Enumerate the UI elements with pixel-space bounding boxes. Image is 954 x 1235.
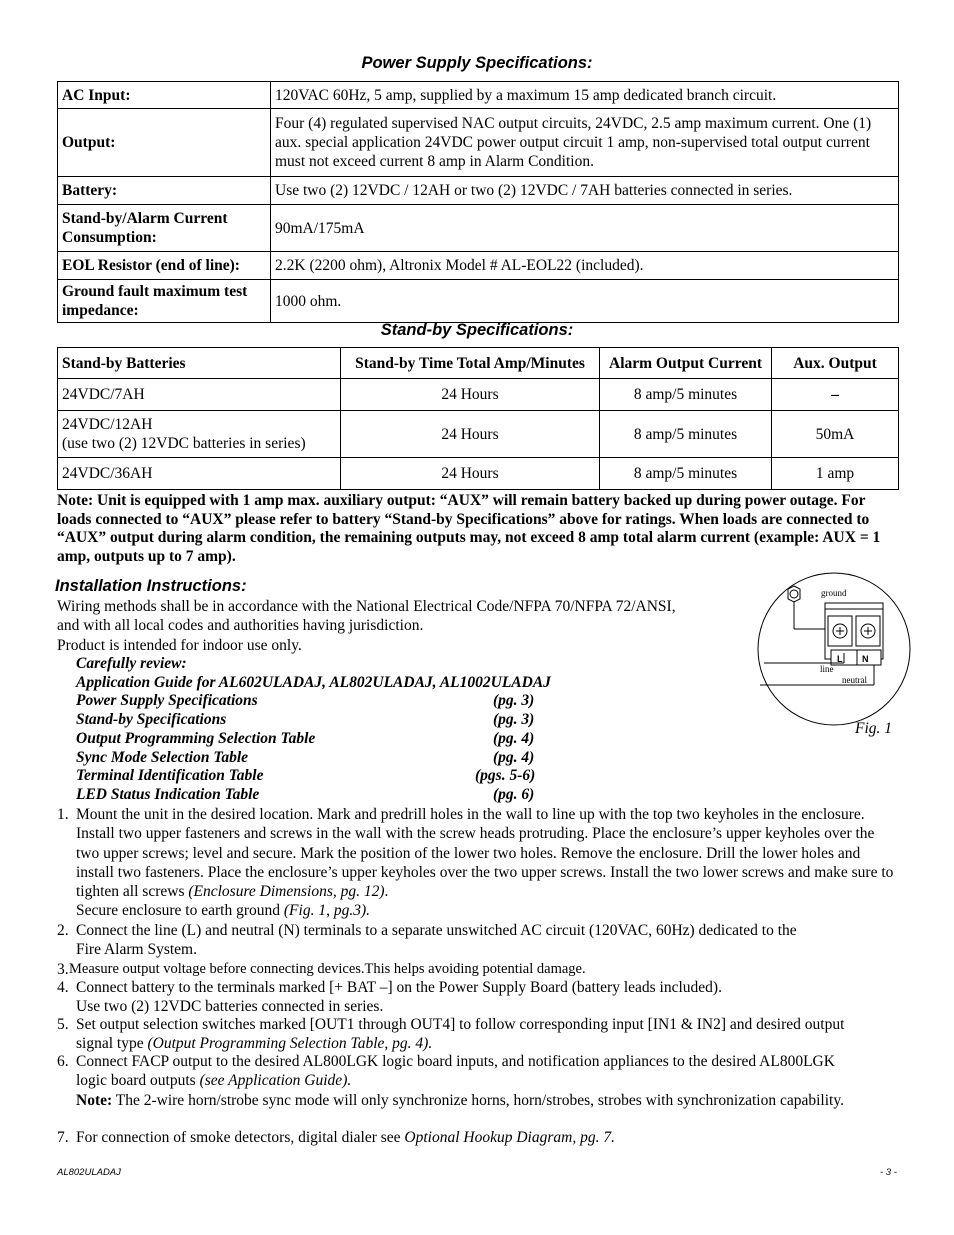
review-page: (pg. 6) (493, 786, 535, 803)
line-label: line (820, 664, 834, 674)
time-cell: 24 Hours (341, 411, 600, 458)
step-text (76, 1128, 897, 1147)
step-3-text: Measure output voltage before connecting devices.This helps avoiding potential damage. (69, 961, 586, 977)
column-header: Alarm Output Current (600, 348, 772, 379)
table-row (58, 82, 899, 109)
review-item: Terminal Identification Table (76, 767, 264, 784)
step-1-fig-ref: (Fig. 1, pg.3). (283, 902, 370, 920)
table-row (58, 411, 899, 458)
step-4-text: Connect battery to the terminals marked [+ BAT –] on the Power Supply Board (battery leads included). (76, 979, 722, 996)
step-number: 4. (57, 979, 69, 996)
spec-value: 90mA/175mA (271, 205, 899, 252)
alarm-cell: 8 amp/5 minutes (600, 379, 772, 411)
time-cell: 24 Hours (341, 458, 600, 490)
step-5-ref: (Output Programming Selection Table, pg. 4). (147, 1035, 433, 1053)
footer-model: AL802ULADAJ (57, 1167, 121, 1178)
spec-value: 1000 ohm. (271, 280, 899, 323)
table-row (58, 280, 899, 323)
table-row (58, 205, 899, 252)
review-item: LED Status Indication Table (76, 786, 260, 803)
spec-key: Output: (58, 109, 271, 177)
spec-value: Use two (2) 12VDC / 12AH or two (2) 12VDC / 7AH batteries connected in series. (271, 177, 899, 205)
column-header: Stand-by Batteries (58, 348, 341, 379)
neutral-label: neutral (842, 675, 867, 685)
step-2 (57, 921, 797, 960)
standby-title: Stand-by Specifications: (380, 321, 574, 339)
spec-key: EOL Resistor (end of line): (58, 252, 271, 280)
review-heading: Carefully review: (76, 655, 187, 672)
table-row (58, 458, 899, 490)
review-item: Sync Mode Selection Table (76, 749, 249, 766)
spec-key: AC Input: (58, 82, 271, 109)
column-header: Stand-by Time Total Amp/Minutes (341, 348, 600, 379)
note-label: Note: (76, 1091, 113, 1109)
step-number: 5. (57, 1016, 69, 1033)
step-number: 1. (57, 806, 69, 823)
footer-page-number: - 3 - (880, 1167, 897, 1178)
table-row (58, 109, 899, 177)
aux-cell: 50mA (772, 411, 899, 458)
step-6-ref: (see Application Guide). (199, 1072, 352, 1090)
ground-label: ground (821, 588, 847, 598)
review-guide: Application Guide for AL602ULADAJ, AL802ULADAJ, AL1002ULADAJ (76, 674, 551, 691)
review-page: (pg. 4) (493, 730, 535, 747)
step-2-text: Connect the line (L) and neutral (N) terminals to a separate unswitched AC circuit (120VAC, 60Hz) dedicated to the Fire Alarm System. (76, 922, 797, 959)
table-header-row (58, 348, 899, 379)
figure-caption: Fig. 1 (855, 720, 893, 737)
spec-key: Ground fault maximum test impedance: (58, 280, 271, 323)
step-number: 7. (57, 1129, 69, 1146)
spec-key: Battery: (58, 177, 271, 205)
step-text (76, 1015, 857, 1054)
standby-spec-table (57, 347, 899, 490)
step-text: Mount the unit in the desired location. Mark and predrill holes in the wall to line up with the top two keyholes in the enclosure. Install two upper fasteners and screws in the wall with the screw heads protruding. Place the enclosure’s upper keyholes over the two upper screws; level and secure. Mark the position of the lower two holes. Remove the enclosure. Drill the lower holes and install two fasteners. Place the enclosure’s upper keyholes over the two upper screws. Install the two lower screws and make sure to tighten all screws (Enclosure Dimensions, pg. 12). Secure enclosure to earth ground (Fig. 1, pg.3). (76, 806, 894, 920)
spec-value: Four (4) regulated supervised NAC output circuits, 24VDC, 2.5 amp maximum current. One (1) aux. special application 24VDC power output circuit 1 amp, non-supervised total output current must not exceed current 8 amp in Alarm Condition. (271, 109, 899, 177)
step-number: 3. (57, 961, 69, 978)
install-intro: Wiring methods shall be in accordance with the National Electrical Code/NFPA 70/NFPA 72/ANSI, and with all local codes and authorities having jurisdiction. (57, 598, 676, 635)
review-page: (pg. 3) (493, 692, 535, 709)
step-4-series: Use two (2) 12VDC batteries connected in series. (76, 998, 384, 1016)
step-4 (57, 978, 897, 1017)
step-7-text: For connection of smoke detectors, digital dialer see (76, 1129, 401, 1146)
step-6-text: Connect FACP output to the desired AL800LGK logic board inputs, and notification appliances to the desired AL800LGK logic board outputs (76, 1053, 835, 1090)
step-1-ground: Secure enclosure to earth ground (76, 902, 281, 920)
power-supply-title: Power Supply Specifications: (361, 54, 593, 72)
spec-value: 2.2K (2200 ohm), Altronix Model # AL-EOL22 (included). (271, 252, 899, 280)
step-6-note: The 2-wire horn/strobe sync mode will only synchronize horns, horn/strobes, strobes with synchronization capability. (115, 1091, 844, 1109)
terminal-wiring-figure (742, 571, 928, 727)
step-number: 6. (57, 1053, 69, 1070)
table-row (58, 379, 899, 411)
aux-cell: – (772, 379, 899, 411)
step-1-ref: (Enclosure Dimensions, pg. 12) (188, 883, 385, 901)
step-text (76, 1052, 857, 1110)
n-terminal-label: N (862, 654, 869, 664)
review-page: (pg. 4) (493, 749, 535, 766)
aux-note: Note: Unit is equipped with 1 amp max. auxiliary output: “AUX” will remain battery backed up during power outage. For loads connected to “AUX” please refer to battery “Stand-by Specifications” above for ratings. When loads are connected to “AUX” output during alarm condition, the remaining outputs may, not exceed 8 amp total alarm current (example: AUX = 1 amp, outputs up to 7 amp). (57, 492, 881, 565)
time-cell: 24 Hours (341, 379, 600, 411)
battery-cell: 24VDC/7AH (58, 379, 341, 411)
aux-cell: 1 amp (772, 458, 899, 490)
battery-note: (use two (2) 12VDC batteries in series) (62, 435, 306, 452)
step-6 (57, 1052, 857, 1110)
step-1 (57, 805, 897, 921)
battery-cell (58, 411, 341, 458)
step-5-text: Set output selection switches marked [OUT1 through OUT4] to follow corresponding input [IN1 & IN2] and desired output signal type (76, 1016, 845, 1053)
step-7-ref: Optional Hookup Diagram, pg. 7. (404, 1129, 615, 1146)
review-page: (pgs. 5-6) (475, 767, 536, 784)
alarm-cell: 8 amp/5 minutes (600, 458, 772, 490)
review-page: (pg. 3) (493, 711, 535, 728)
step-7 (57, 1128, 897, 1147)
table-row (58, 177, 899, 205)
review-item: Power Supply Specifications (76, 692, 258, 709)
step-1-text: Mount the unit in the desired location. Mark and predrill holes in the wall to line up with the top two keyholes in the enclosure. Install two upper fasteners and screws in the wall with the screw heads protruding. Place the enclosure’s upper keyholes over the two upper screws; level and secure. Mark the position of the lower two holes. Remove the enclosure. Drill the lower holes and install two fasteners. Place the enclosure’s upper keyholes over the two upper screws. Install the two lower screws and make sure to tighten all screws (76, 806, 894, 901)
review-item: Output Programming Selection Table (76, 730, 316, 747)
alarm-cell: 8 amp/5 minutes (600, 411, 772, 458)
spec-value: 120VAC 60Hz, 5 amp, supplied by a maximum 15 amp dedicated branch circuit. (271, 82, 899, 109)
step-3 (57, 960, 897, 979)
step-number: 2. (57, 922, 69, 939)
spec-key: Stand-by/Alarm Current Consumption: (58, 205, 271, 252)
step-text (76, 978, 897, 1017)
install-indoor-note: Product is intended for indoor use only. (57, 637, 302, 654)
column-header: Aux. Output (772, 348, 899, 379)
battery-cell: 24VDC/36AH (58, 458, 341, 490)
l-terminal-label: L (837, 654, 843, 664)
installation-title: Installation Instructions: (55, 577, 247, 595)
battery-label: 24VDC/12AH (62, 416, 153, 433)
power-supply-spec-table (57, 81, 899, 323)
review-item: Stand-by Specifications (76, 711, 227, 728)
table-row (58, 252, 899, 280)
step-5 (57, 1015, 857, 1054)
